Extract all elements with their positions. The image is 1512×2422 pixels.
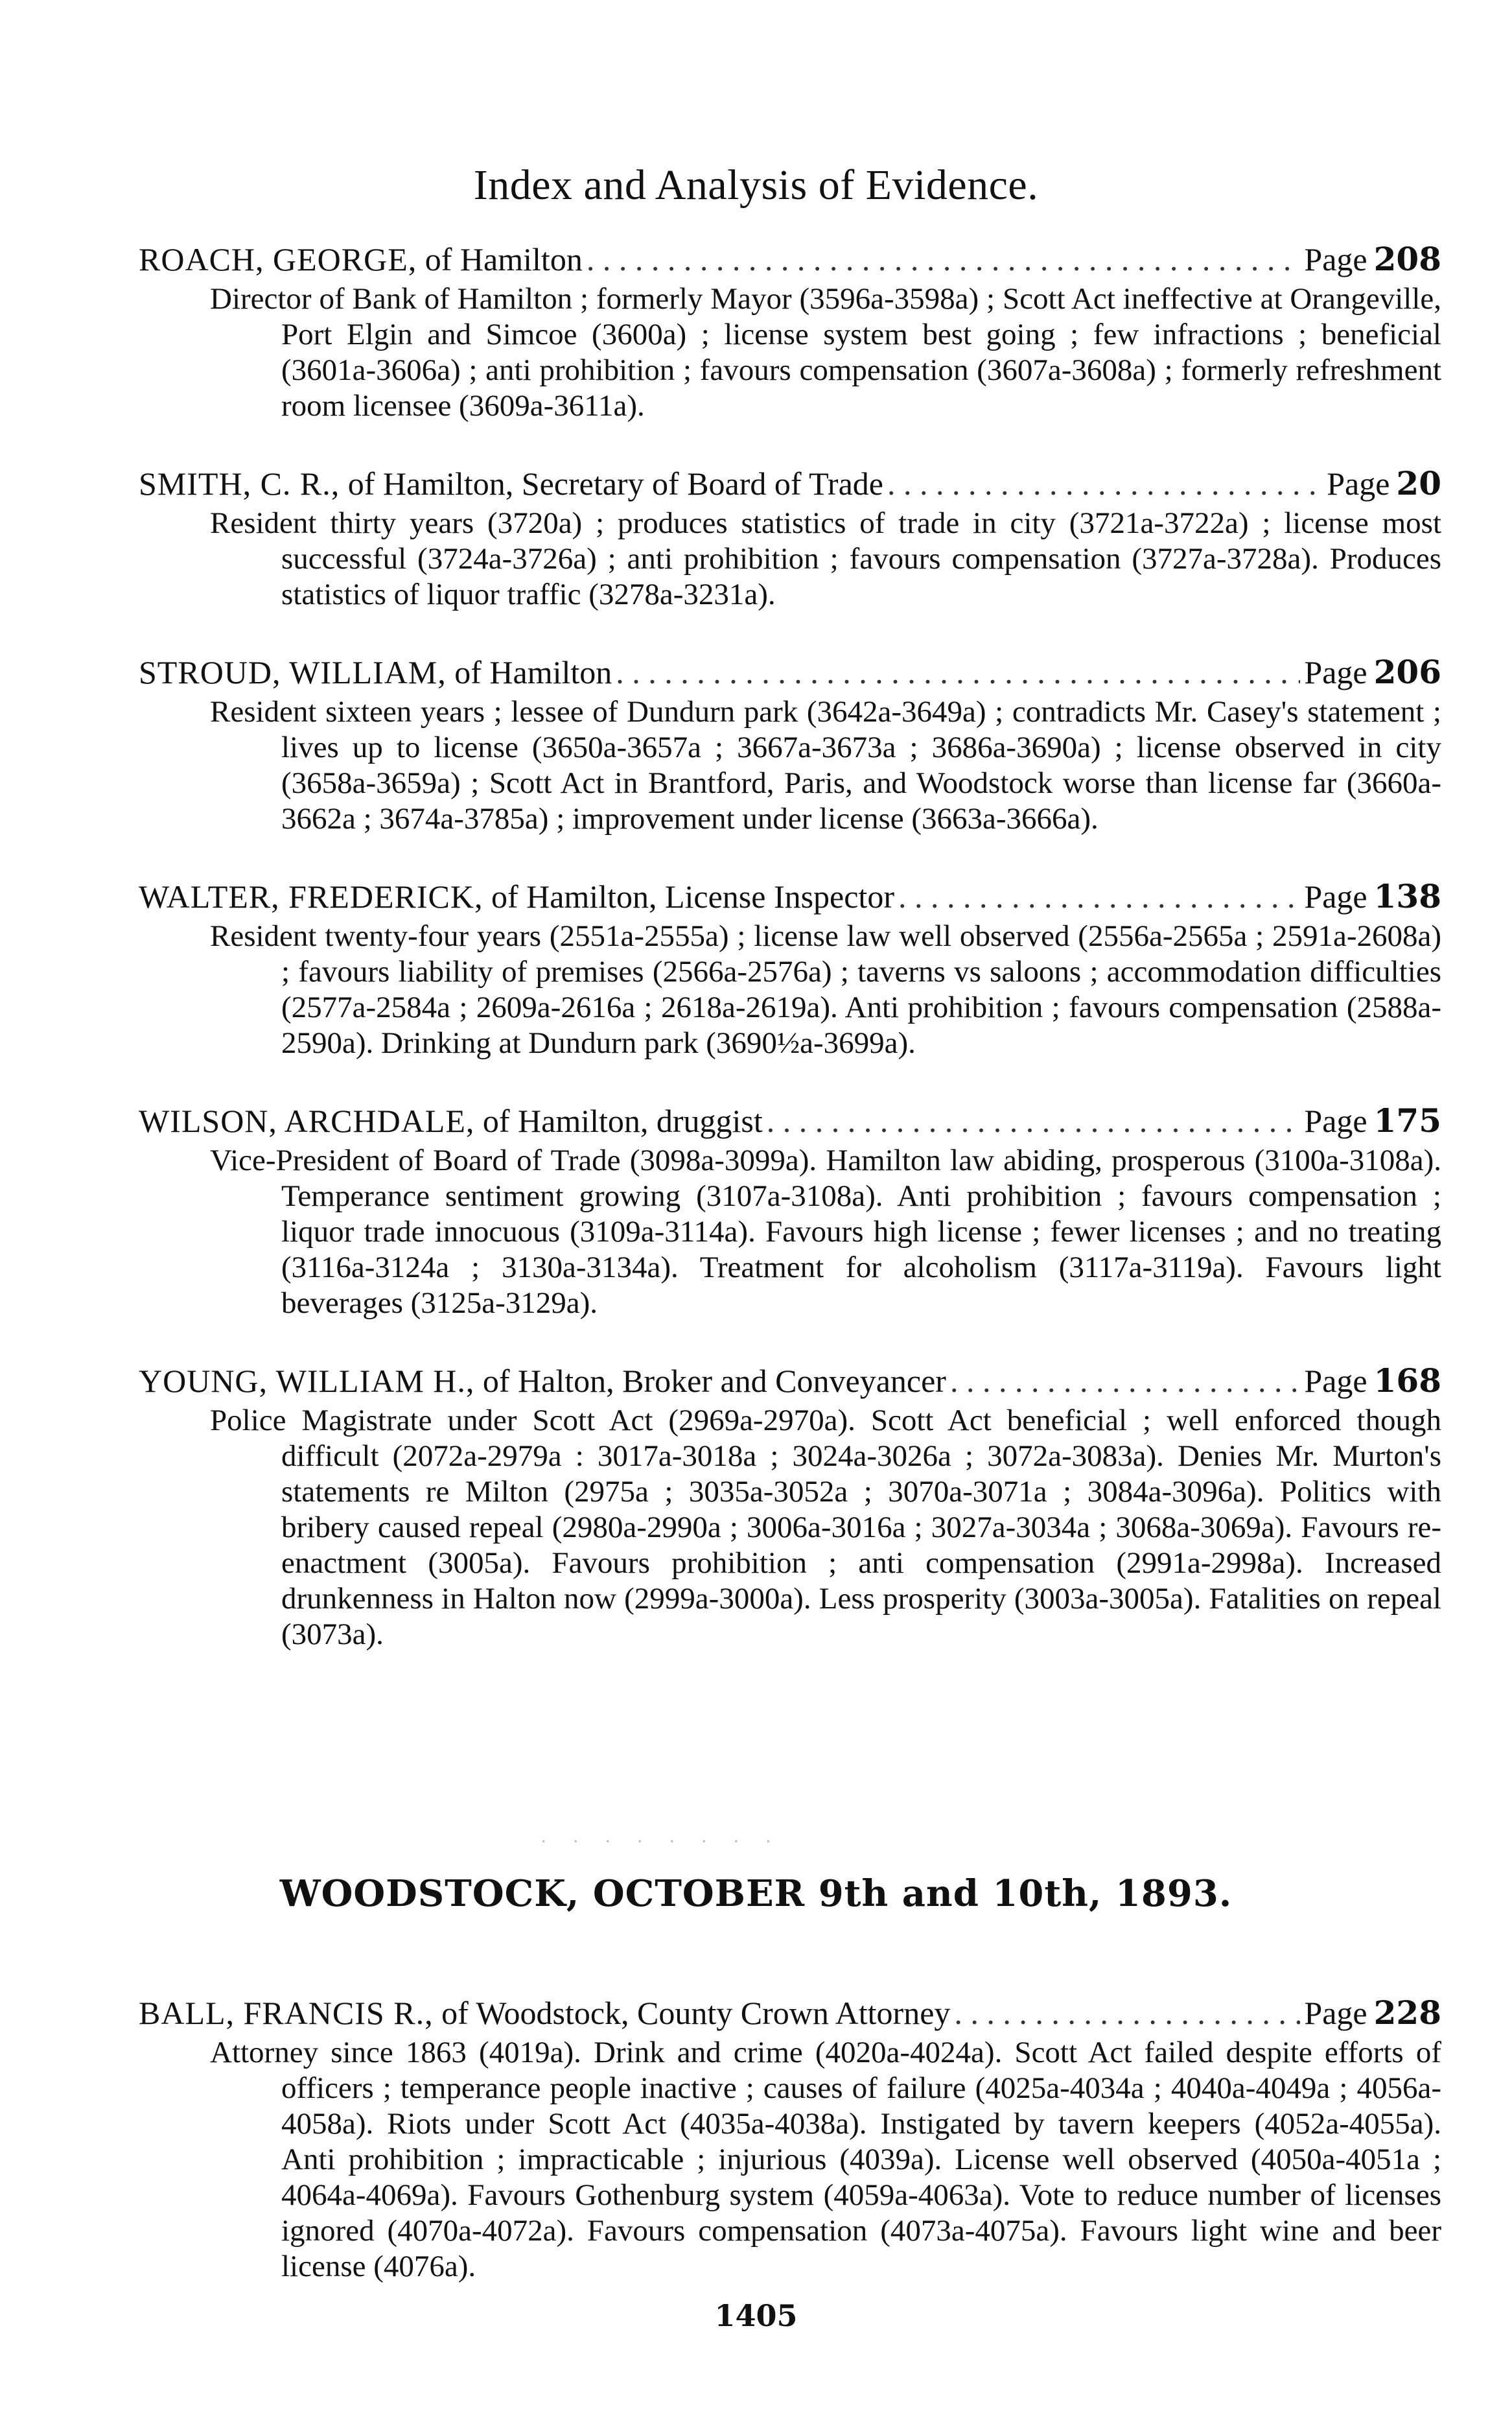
entry-summary: Attorney since 1863 (4019a). Drink and crime (4020a-4024a). Scott Act failed despite efforts of officers ; temperance people inactive ; causes of failure (4025a-4034a ; 4040a-4049a ; 4056a-4058a). Riots under Scott Act (4035a-4038a). Instigated by tavern keepers (4052a-4055a). Anti prohibition ; impracticable ; injurious (4039a). License well observed (4050a-4051a ; 4064a-4069a). Favours Gothenburg system (4059a-4063a). Vote to reduce number of licenses ignored (4070a-4072a). Favours compensation (4073a-4075a). Favours light wine and beer license (4076a). xyxy=(210,2036,1441,2283)
index-entry xyxy=(139,1993,1441,2285)
dot-leader xyxy=(950,1361,1300,1400)
witness-description: of Hamilton xyxy=(425,241,583,277)
entry-summary: Director of Bank of Hamilton ; formerly Mayor (3596a-3598a) ; Scott Act ineffective at Orangeville, Port Elgin and Simcoe (3600a) ; license system best going ; few infractions ; beneficial (3601a-3606a) ; anti prohibition ; favours compensation (3607a-3608a) ; formerly refreshment room licensee (3609a-3611a). xyxy=(210,282,1441,423)
page-number: 1405 xyxy=(714,2298,798,2333)
entry-heading xyxy=(139,1101,1441,1140)
section-divider: · · · · · · · · xyxy=(540,1831,782,1852)
index-entries xyxy=(139,240,1441,1693)
page-label: Page xyxy=(1304,241,1367,277)
entry-heading xyxy=(139,877,1441,916)
dot-leader xyxy=(887,464,1323,503)
witness-description: of Woodstock, County Crown Attorney xyxy=(441,1995,951,2031)
entry-heading xyxy=(139,464,1441,503)
index-entry xyxy=(139,877,1441,1061)
witness-description: of Hamilton xyxy=(454,654,612,690)
witness-description: of Hamilton, Secretary of Board of Trade xyxy=(347,465,883,502)
witness-description: of Hamilton, License Inspector xyxy=(491,878,894,915)
page-label: Page xyxy=(1304,654,1367,690)
entry-heading xyxy=(139,1361,1441,1400)
page-reference: 206 xyxy=(1373,653,1441,691)
page-reference: 208 xyxy=(1373,240,1441,278)
index-entry xyxy=(139,464,1441,613)
section-entries xyxy=(139,1993,1441,2325)
witness-description: of Halton, Broker and Conveyancer xyxy=(482,1363,946,1399)
entry-summary: Resident twenty-four years (2551a-2555a) ; license law well observed (2556a-2565a ; 2591a-2608a) ; favours liability of premises (2566a-2576a) ; taverns vs saloons ; accommodation difficulties (2577a-2584a ; 2609a-2616a ; 2618a-2619a). Anti prohibition ; favours compensation (2588a-2590a). Drinking at Dundurn park (3690½a-3699a). xyxy=(210,919,1441,1060)
page-reference: 138 xyxy=(1373,877,1441,915)
page-reference: 175 xyxy=(1373,1101,1441,1140)
witness-name: YOUNG, WILLIAM H., xyxy=(139,1363,475,1399)
page-label: Page xyxy=(1304,878,1367,915)
page-label: Page xyxy=(1327,465,1390,502)
index-entry xyxy=(139,1101,1441,1321)
page-label: Page xyxy=(1304,1995,1367,2031)
entry-summary: Resident thirty years (3720a) ; produces statistics of trade in city (3721a-3722a) ; license most successful (3724a-3726a) ; anti prohibition ; favours compensation (3727a-3728a). Produces statistics of liquor traffic (3278a-3231a). xyxy=(210,506,1441,611)
entry-heading xyxy=(139,1993,1441,2032)
witness-name: WALTER, FREDERICK, xyxy=(139,878,483,915)
page-reference: 228 xyxy=(1373,1993,1441,2032)
section-title: WOODSTOCK, OCTOBER 9th and 10th, 1893. xyxy=(279,1872,1233,1915)
page-reference: 20 xyxy=(1396,464,1441,502)
witness-name: WILSON, ARCHDALE, xyxy=(139,1103,475,1139)
entry-summary: Resident sixteen years ; lessee of Dundurn park (3642a-3649a) ; contradicts Mr. Casey's statement ; lives up to license (3650a-3657a ; 3667a-3673a ; 3686a-3690a) ; license observed in city (3658a-3659a) ; Scott Act in Brantford, Paris, and Woodstock worse than license far (3660a-3662a ; 3674a-3785a) ; improvement under license (3663a-3666a). xyxy=(210,695,1441,836)
page-label: Page xyxy=(1304,1363,1367,1399)
index-entry xyxy=(139,1361,1441,1652)
entry-heading xyxy=(139,653,1441,692)
entry-heading xyxy=(139,240,1441,279)
witness-description: of Hamilton, druggist xyxy=(482,1103,763,1139)
witness-name: SMITH, C. R., xyxy=(139,465,340,502)
entry-summary: Vice-President of Board of Trade (3098a-3099a). Hamilton law abiding, prosperous (3100a-3108a). Temperance sentiment growing (3107a-3108a). Anti prohibition ; favours compensation ; liquor trade innocuous (3109a-3114a). Favours high license ; fewer licenses ; and no treating (3116a-3124a ; 3130a-3134a). Treatment for alcoholism (3117a-3119a). Favours light beverages (3125a-3129a). xyxy=(210,1144,1441,1320)
entry-summary: Police Magistrate under Scott Act (2969a-2970a). Scott Act beneficial ; well enforced though difficult (2072a-2979a : 3017a-3018a ; 3024a-3026a ; 3072a-3083a). Denies Mr. Murton's statements re Milton (2975a ; 3035a-3052a ; 3070a-3071a ; 3084a-3096a). Politics with bribery caused repeal (2980a-2990a ; 3006a-3016a ; 3027a-3034a ; 3068a-3069a). Favours re-enactment (3005a). Favours prohibition ; anti compensation (2991a-2998a). Increased drunkenness in Halton now (2999a-3000a). Less prosperity (3003a-3005a). Fatalities on repeal (3073a). xyxy=(210,1404,1441,1651)
page-label: Page xyxy=(1304,1103,1367,1139)
page-title: Index and Analysis of Evidence. xyxy=(473,161,1039,209)
witness-name: STROUD, WILLIAM, xyxy=(139,654,447,690)
index-entry xyxy=(139,653,1441,837)
dot-leader xyxy=(587,240,1301,279)
page-reference: 168 xyxy=(1373,1361,1441,1400)
witness-name: BALL, FRANCIS R., xyxy=(139,1995,434,2031)
witness-name: ROACH, GEORGE, xyxy=(139,241,417,277)
dot-leader xyxy=(954,1993,1300,2032)
index-entry xyxy=(139,240,1441,424)
dot-leader xyxy=(767,1101,1301,1140)
dot-leader xyxy=(616,653,1300,692)
dot-leader xyxy=(898,877,1300,916)
